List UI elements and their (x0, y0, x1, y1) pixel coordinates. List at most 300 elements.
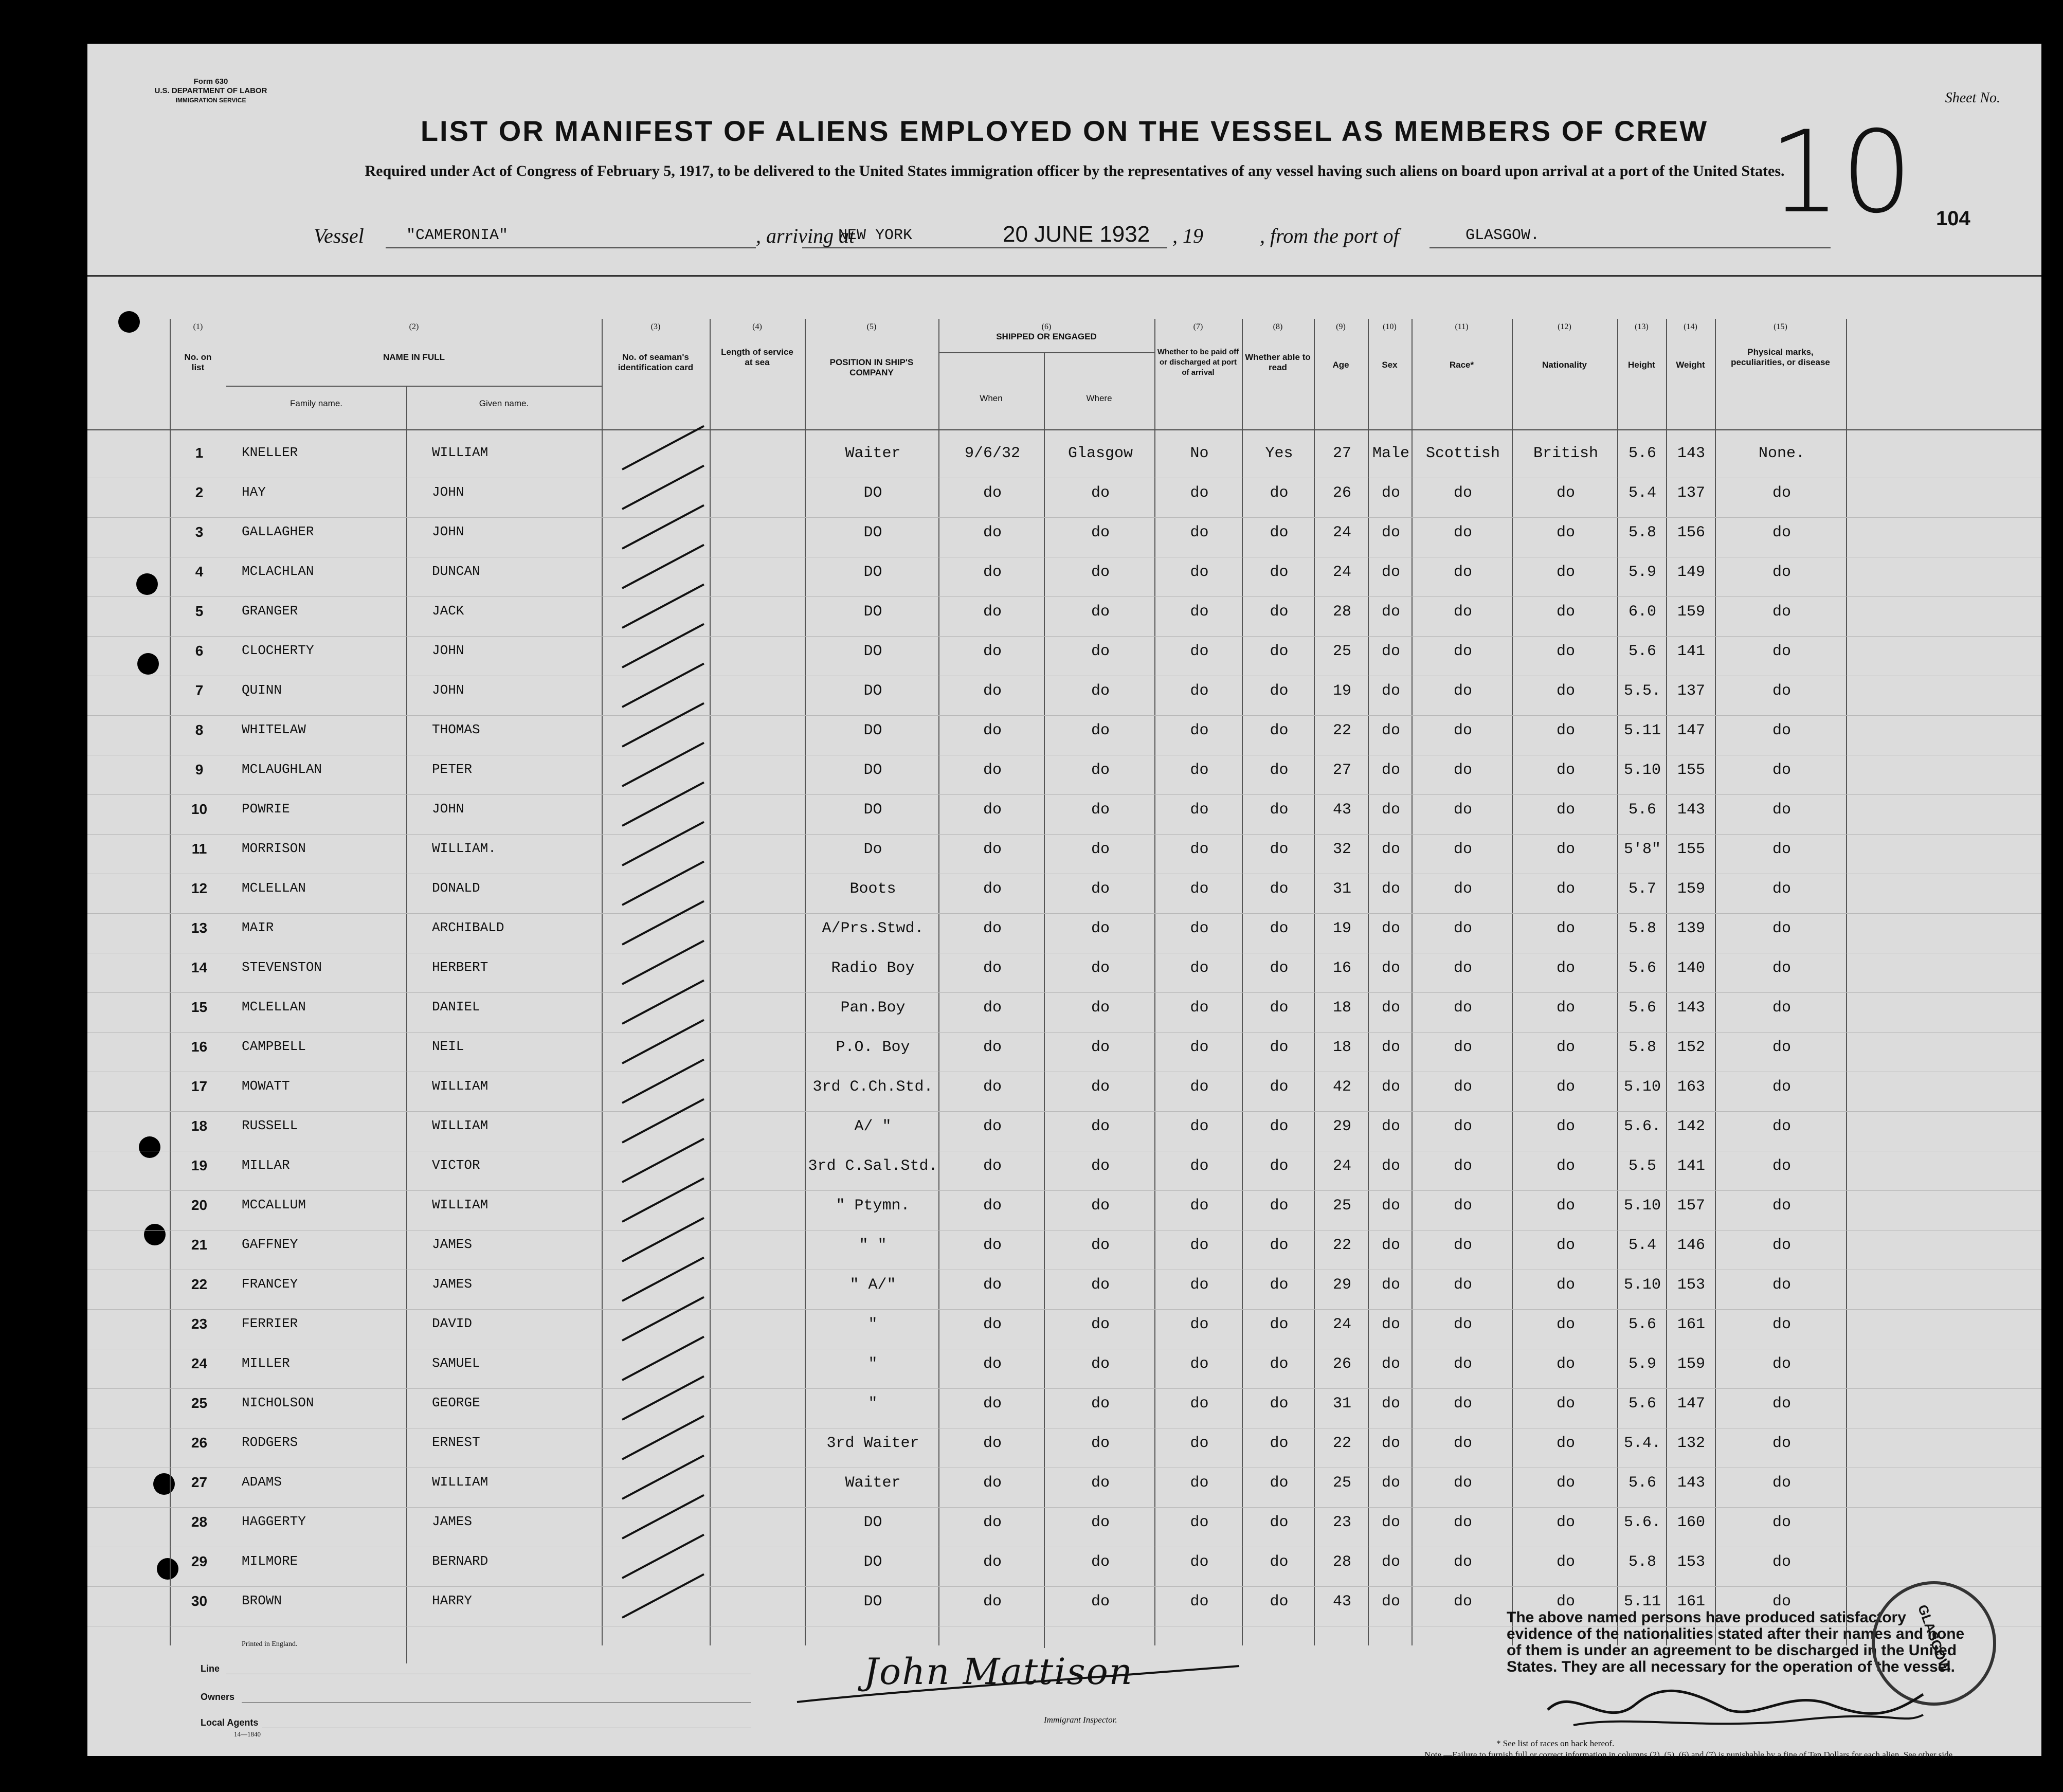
cell-where: do (1091, 484, 1110, 502)
cell-height: 5.6. (1623, 1514, 1661, 1531)
cell-no: 14 (191, 960, 208, 975)
cell-where: do (1091, 880, 1110, 898)
cell-family: MCLACHLAN (242, 564, 314, 579)
cell-age: 25 (1332, 1474, 1351, 1492)
cell-race: do (1453, 762, 1472, 779)
cell-family: MCLELLAN (242, 999, 306, 1015)
crew-table (87, 275, 2041, 1669)
cell-height: 5.9 (1628, 1355, 1656, 1373)
cell-age: 43 (1332, 1593, 1351, 1610)
cell-where: do (1091, 643, 1110, 660)
crew-row (87, 557, 2041, 597)
cell-position: DO (863, 1514, 882, 1531)
cell-no: 30 (191, 1593, 208, 1609)
cell-where: do (1091, 1276, 1110, 1294)
cell-position: " (868, 1316, 878, 1333)
cell-race: do (1453, 524, 1472, 541)
col-sex: Sex (1382, 360, 1398, 370)
cell-paid: do (1190, 1157, 1209, 1175)
cell-family: WHITELAW (242, 722, 306, 737)
cell-paid: do (1190, 722, 1209, 739)
cell-weight: 141 (1677, 1157, 1705, 1175)
cell-paid: do (1190, 1593, 1209, 1610)
cell-position: DO (863, 643, 882, 660)
cell-sex: do (1381, 960, 1400, 977)
cell-read: do (1270, 524, 1289, 541)
cell-race: do (1453, 643, 1472, 660)
cell-sex: do (1381, 762, 1400, 779)
cell-read: do (1270, 762, 1289, 779)
cell-height: 5.6 (1628, 1316, 1656, 1333)
cell-given: NEIL (432, 1039, 464, 1054)
cell-when: do (983, 1435, 1002, 1452)
document-title: LIST OR MANIFEST OF ALIENS EMPLOYED ON THE VESSEL AS MEMBERS OF CREW (420, 115, 1709, 147)
cell-family: MORRISON (242, 841, 306, 856)
cell-paid: do (1190, 643, 1209, 660)
cell-race: do (1453, 1474, 1472, 1492)
cell-given: JOHN (432, 682, 464, 698)
col-number: (2) (409, 322, 419, 331)
cell-position: Pan.Boy (840, 999, 906, 1017)
cell-sex: do (1381, 1276, 1400, 1294)
agents-code: 14—1840 (234, 1730, 261, 1738)
cell-height: 5.6 (1628, 801, 1656, 819)
cell-when: do (983, 1553, 1002, 1571)
col-number: (8) (1273, 322, 1283, 331)
cell-where: do (1091, 1157, 1110, 1175)
cell-marks: do (1772, 1514, 1791, 1531)
cell-weight: 140 (1677, 960, 1705, 977)
cell-paid: do (1190, 1553, 1209, 1571)
col-number: (6) (1041, 322, 1052, 331)
cell-where: do (1091, 1395, 1110, 1413)
cell-sex: do (1381, 484, 1400, 502)
cell-height: 6.0 (1628, 603, 1656, 621)
cell-marks: do (1772, 1039, 1791, 1056)
cell-height: 5.4. (1623, 1435, 1661, 1452)
cell-nat: do (1556, 960, 1575, 977)
cell-family: CAMPBELL (242, 1039, 306, 1054)
cell-given: JACK (432, 603, 464, 619)
cell-nat: do (1556, 1593, 1575, 1610)
cell-sex: do (1381, 722, 1400, 739)
cell-when: do (983, 1118, 1002, 1135)
cell-given: WILLIAM. (432, 841, 496, 856)
cell-read: do (1270, 1435, 1289, 1452)
cell-marks: do (1772, 1157, 1791, 1175)
cell-no: 1 (195, 445, 204, 461)
cell-weight: 139 (1677, 920, 1705, 937)
races-note: * See list of races on back hereof. (1496, 1739, 1615, 1748)
penalty-note: Note.—Failure to furnish full or correct information in columns (2), (5), (6) and (7) is punishable by a fine of Ten Dollars for each alien. See other side. (1424, 1750, 1955, 1760)
cell-where: do (1091, 801, 1110, 819)
cell-sex: do (1381, 1355, 1400, 1373)
cell-nat: do (1556, 1157, 1575, 1175)
cell-age: 31 (1332, 1395, 1351, 1413)
cell-nat: do (1556, 1078, 1575, 1096)
cell-when: do (983, 603, 1002, 621)
col-family-name: Family name. (289, 399, 343, 408)
footnotes (1424, 1738, 1990, 1761)
cell-no: 4 (195, 564, 204, 580)
cell-no: 6 (195, 643, 204, 659)
cell-marks: do (1772, 1435, 1791, 1452)
cell-read: Yes (1265, 445, 1293, 462)
cell-race: do (1453, 1157, 1472, 1175)
cell-paid: do (1190, 1118, 1209, 1135)
cell-sex: do (1381, 1514, 1400, 1531)
cell-when: do (983, 920, 1002, 937)
form-number: Form 630 (193, 77, 228, 86)
crew-row (87, 795, 2041, 835)
cell-weight: 146 (1677, 1237, 1705, 1254)
cell-where: do (1091, 564, 1110, 581)
crew-row (87, 835, 2041, 874)
cell-where: do (1091, 841, 1110, 858)
cell-marks: do (1772, 1276, 1791, 1294)
cell-sex: do (1381, 682, 1400, 700)
year-label: , 19 (1172, 224, 1203, 247)
cell-race: do (1453, 841, 1472, 858)
cell-age: 32 (1332, 841, 1351, 858)
cell-age: 42 (1332, 1078, 1351, 1096)
cell-given: HARRY (432, 1593, 473, 1608)
cell-family: HAGGERTY (242, 1514, 306, 1529)
cell-position: DO (863, 1553, 882, 1571)
cell-given: DANIEL (432, 999, 480, 1015)
cell-where: do (1091, 524, 1110, 541)
cell-height: 5.8 (1628, 1039, 1656, 1056)
cell-nat: do (1556, 1316, 1575, 1333)
col-given-name: Given name. (479, 399, 529, 408)
col-position: POSITION IN SHIP'S COMPANY (829, 357, 914, 377)
cell-marks: do (1772, 801, 1791, 819)
cell-race: do (1453, 920, 1472, 937)
cell-age: 19 (1332, 920, 1351, 937)
cell-paid: do (1190, 960, 1209, 977)
cell-read: do (1270, 1395, 1289, 1413)
cell-position: " Ptymn. (836, 1197, 910, 1215)
cell-marks: do (1772, 1553, 1791, 1571)
cell-paid: do (1190, 999, 1209, 1017)
cell-family: ADAMS (242, 1474, 282, 1490)
col-number: (3) (650, 322, 661, 331)
crew-row (87, 676, 2041, 716)
cell-race: do (1453, 1078, 1472, 1096)
cell-weight: 159 (1677, 880, 1705, 898)
cell-position: DO (863, 603, 882, 621)
cell-position: Waiter (845, 445, 901, 462)
cell-nat: do (1556, 1197, 1575, 1215)
col-number: (11) (1455, 322, 1469, 331)
cell-sex: do (1381, 1197, 1400, 1215)
cell-no: 20 (191, 1197, 208, 1213)
cell-height: 5.5 (1628, 1157, 1656, 1175)
crew-row (87, 1310, 2041, 1349)
cell-paid: do (1190, 524, 1209, 541)
cell-paid: do (1190, 762, 1209, 779)
col-height: Height (1628, 360, 1655, 370)
cell-family: BROWN (242, 1593, 282, 1608)
cell-age: 28 (1332, 603, 1351, 621)
col-age: Age (1332, 360, 1349, 370)
cell-marks: do (1772, 1593, 1791, 1610)
cell-position: " " (859, 1237, 887, 1254)
crew-row (87, 1468, 2041, 1508)
cell-where: do (1091, 1118, 1110, 1135)
cell-no: 27 (191, 1474, 208, 1490)
cell-age: 29 (1332, 1276, 1351, 1294)
cell-no: 26 (191, 1435, 208, 1451)
arrival-date: 20 JUNE 1932 (1003, 222, 1150, 247)
cell-sex: do (1381, 564, 1400, 581)
cell-height: 5.6 (1628, 999, 1656, 1017)
cell-age: 24 (1332, 1316, 1351, 1333)
cell-nat: do (1556, 1474, 1575, 1492)
cell-read: do (1270, 682, 1289, 700)
cell-paid: No (1190, 445, 1209, 462)
crew-row (87, 1112, 2041, 1151)
cell-position: DO (863, 762, 882, 779)
cell-when: do (983, 999, 1002, 1017)
cell-family: RODGERS (242, 1435, 298, 1450)
cell-position: P.O. Boy (836, 1039, 910, 1056)
crew-row (87, 1191, 2041, 1230)
cell-read: do (1270, 1553, 1289, 1571)
cell-where: do (1091, 960, 1110, 977)
cell-race: do (1453, 801, 1472, 819)
crew-row (87, 1230, 2041, 1270)
cell-no: 15 (191, 999, 208, 1015)
cell-family: QUINN (242, 682, 282, 698)
cell-given: DAVID (432, 1316, 473, 1331)
col-number: (5) (866, 322, 877, 331)
cell-age: 26 (1332, 1355, 1351, 1373)
crew-row (87, 755, 2041, 795)
cell-race: do (1453, 880, 1472, 898)
departure-port: GLASGOW. (1465, 227, 1540, 244)
cell-where: do (1091, 1593, 1110, 1610)
cell-when: do (983, 801, 1002, 819)
cell-read: do (1270, 564, 1289, 581)
cell-nat: do (1556, 801, 1575, 819)
cell-no: 7 (195, 682, 204, 698)
cell-height: 5.6 (1628, 960, 1656, 977)
cell-marks: do (1772, 1316, 1791, 1333)
cell-sex: do (1381, 1474, 1400, 1492)
crew-row (87, 953, 2041, 993)
cell-position: " (868, 1395, 878, 1413)
cell-given: JOHN (432, 484, 464, 500)
cell-given: JAMES (432, 1276, 473, 1292)
cell-no: 8 (195, 722, 204, 738)
cell-sex: Male (1372, 445, 1409, 462)
cell-weight: 137 (1677, 484, 1705, 502)
cell-weight: 152 (1677, 1039, 1705, 1056)
cell-sex: do (1381, 1553, 1400, 1571)
cell-nat: do (1556, 643, 1575, 660)
service: IMMIGRATION SERVICE (175, 97, 246, 104)
cell-nat: do (1556, 564, 1575, 581)
cell-age: 28 (1332, 1553, 1351, 1571)
cell-age: 16 (1332, 960, 1351, 977)
cell-nat: do (1556, 762, 1575, 779)
cell-no: 25 (191, 1395, 208, 1411)
cell-paid: do (1190, 603, 1209, 621)
document-subtitle: Required under Act of Congress of February 5, 1917, to be delivered to the United States immigration officer by the representatives of any vessel having such aliens on board upon arrival at a port of the United States. (365, 162, 1785, 179)
cell-no: 23 (191, 1316, 208, 1332)
cell-race: do (1453, 722, 1472, 739)
cell-height: 5.8 (1628, 524, 1656, 541)
sheet-label: Sheet No. (1945, 90, 2000, 106)
cell-family: STEVENSTON (242, 960, 322, 975)
cell-no: 11 (191, 841, 207, 857)
cell-marks: do (1772, 1474, 1791, 1492)
cell-marks: do (1772, 920, 1791, 937)
cell-when: do (983, 1474, 1002, 1492)
col-number: (14) (1684, 322, 1697, 331)
cell-paid: do (1190, 1395, 1209, 1413)
cell-family: FERRIER (242, 1316, 298, 1331)
cell-position: " A/" (849, 1276, 896, 1294)
cell-family: MILLAR (242, 1157, 290, 1173)
cell-when: do (983, 524, 1002, 541)
cell-given: VICTOR (432, 1157, 480, 1173)
cell-given: ERNEST (432, 1435, 480, 1450)
cell-given: JAMES (432, 1237, 473, 1252)
cell-paid: do (1190, 1514, 1209, 1531)
col-weight: Weight (1676, 360, 1705, 370)
cell-when: do (983, 1355, 1002, 1373)
cell-height: 5.10 (1623, 1197, 1661, 1215)
cell-weight: 147 (1677, 1395, 1705, 1413)
cell-read: do (1270, 960, 1289, 977)
cell-weight: 149 (1677, 564, 1705, 581)
agents-label: Local Agents (201, 1717, 259, 1728)
col-when: When (980, 393, 1003, 403)
cell-sex: do (1381, 1118, 1400, 1135)
cell-when: do (983, 643, 1002, 660)
owners-label: Owners (201, 1692, 235, 1702)
cell-age: 31 (1332, 880, 1351, 898)
inspector-label: Immigrant Inspector. (1044, 1715, 1117, 1725)
cell-nat: do (1556, 524, 1575, 541)
cell-nat: British (1533, 445, 1599, 462)
cell-where: do (1091, 999, 1110, 1017)
cell-paid: do (1190, 1355, 1209, 1373)
cell-when: 9/6/32 (964, 445, 1021, 462)
cell-position: DO (863, 682, 882, 700)
cell-position: " (868, 1355, 878, 1373)
cell-where: do (1091, 1435, 1110, 1452)
cell-no: 12 (191, 880, 208, 896)
cell-weight: 159 (1677, 1355, 1705, 1373)
cell-sex: do (1381, 1593, 1400, 1610)
cell-race: do (1453, 603, 1472, 621)
cell-race: do (1453, 1039, 1472, 1056)
cell-where: Glasgow (1067, 445, 1133, 462)
crew-row (87, 716, 2041, 755)
cell-read: do (1270, 1157, 1289, 1175)
inspector-signature-text: John Mattison (864, 1651, 1133, 1693)
cell-read: do (1270, 1039, 1289, 1056)
cell-given: WILLIAM (432, 445, 488, 460)
cell-weight: 143 (1677, 445, 1705, 462)
cell-when: do (983, 1237, 1002, 1254)
col-number: (12) (1558, 322, 1571, 331)
cell-no: 17 (191, 1078, 208, 1094)
cell-height: 5.5. (1623, 682, 1661, 700)
cell-height: 5'8" (1623, 841, 1661, 858)
cell-when: do (983, 1197, 1002, 1215)
cell-given: SAMUEL (432, 1355, 480, 1371)
cell-height: 5.6 (1628, 1474, 1656, 1492)
cell-marks: do (1772, 880, 1791, 898)
cell-race: do (1453, 1593, 1472, 1610)
cell-read: do (1270, 801, 1289, 819)
id-card-check-mark (622, 425, 704, 470)
cell-age: 18 (1332, 999, 1351, 1017)
cell-no: 21 (191, 1237, 208, 1253)
cell-where: do (1091, 603, 1110, 621)
cell-sex: do (1381, 880, 1400, 898)
cell-when: do (983, 1039, 1002, 1056)
form-header (144, 77, 278, 105)
cell-nat: do (1556, 1435, 1575, 1452)
cell-read: do (1270, 484, 1289, 502)
vessel-label: Vessel (314, 224, 364, 247)
col-nationality: Nationality (1542, 360, 1587, 370)
cell-weight: 163 (1677, 1078, 1705, 1096)
cell-position: A/Prs.Stwd. (822, 920, 924, 937)
cell-marks: do (1772, 524, 1791, 541)
cell-nat: do (1556, 1514, 1575, 1531)
cell-height: 5.8 (1628, 920, 1656, 937)
cell-nat: do (1556, 1395, 1575, 1413)
cell-family: MCLAUGHLAN (242, 762, 322, 777)
cell-when: do (983, 1395, 1002, 1413)
cell-height: 5.6 (1628, 445, 1656, 462)
from-port-label: , from the port of (1260, 224, 1399, 247)
cell-family: MOWATT (242, 1078, 290, 1094)
master-signature (1543, 1674, 1933, 1735)
cell-no: 28 (191, 1514, 208, 1530)
col-number: (9) (1336, 322, 1346, 331)
cell-position: DO (863, 722, 882, 739)
cell-marks: do (1772, 960, 1791, 977)
cell-where: do (1091, 1553, 1110, 1571)
printed-note: Printed in England. (242, 1640, 298, 1648)
cell-height: 5.11 (1623, 722, 1661, 739)
cell-race: do (1453, 1553, 1472, 1571)
cell-read: do (1270, 1276, 1289, 1294)
cell-paid: do (1190, 1474, 1209, 1492)
cell-race: Scottish (1425, 445, 1500, 462)
cell-where: do (1091, 1514, 1110, 1531)
cell-given: WILLIAM (432, 1118, 488, 1133)
cell-sex: do (1381, 643, 1400, 660)
arriving-label: , arriving at (756, 224, 855, 247)
cell-weight: 157 (1677, 1197, 1705, 1215)
cell-given: BERNARD (432, 1553, 488, 1569)
cell-paid: do (1190, 564, 1209, 581)
cell-marks: do (1772, 1118, 1791, 1135)
cell-race: do (1453, 1237, 1472, 1254)
cell-sex: do (1381, 999, 1400, 1017)
cell-weight: 143 (1677, 1474, 1705, 1492)
cell-where: do (1091, 920, 1110, 937)
cell-paid: do (1190, 1039, 1209, 1056)
